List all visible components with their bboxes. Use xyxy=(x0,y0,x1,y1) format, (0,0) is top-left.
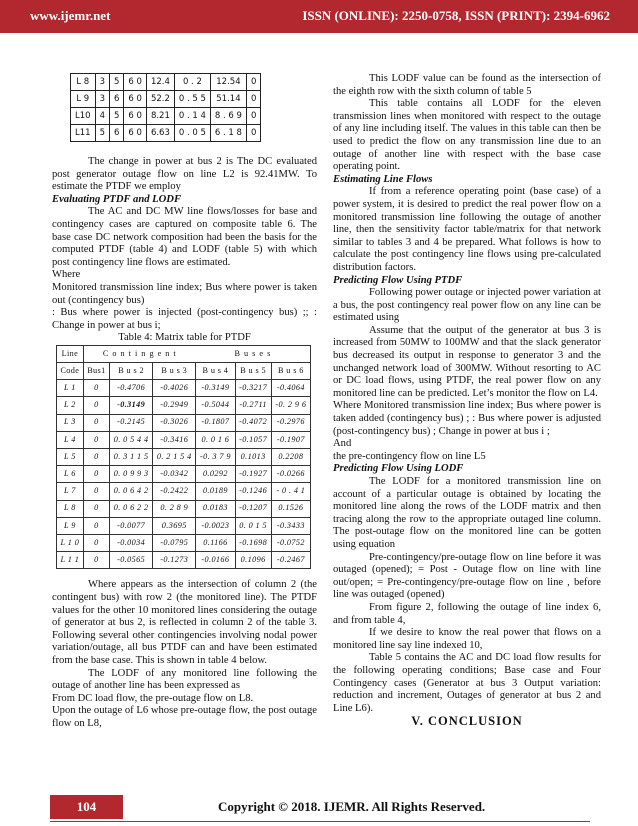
table-cell: 51.14 xyxy=(210,91,246,108)
left-column xyxy=(52,73,317,730)
table-cell: 0. 0 9 9 3 xyxy=(110,466,153,483)
table-cell: 0 . 0 5 xyxy=(174,125,210,142)
paragraph: Upon the outage of L6 whose pre-outage flow, the post outage flow on L8, xyxy=(52,705,317,729)
table-row xyxy=(71,74,261,91)
table-cell: 0.1096 xyxy=(235,552,271,569)
table-cell: -0. 2 9 6 xyxy=(271,397,310,414)
table-cell: 0 xyxy=(83,500,109,517)
table-header-cell: Code xyxy=(57,363,84,380)
table-cell: 8 . 6 9 xyxy=(210,108,246,125)
footer-rule xyxy=(50,821,590,822)
table-row xyxy=(57,517,311,534)
table-cell: L 1 1 xyxy=(57,552,84,569)
table-cell: -0.0342 xyxy=(153,466,196,483)
table-cell: 5 xyxy=(109,108,123,125)
table-cell: -0.0795 xyxy=(153,534,196,551)
table-cell: -0.4026 xyxy=(153,380,196,397)
table-row xyxy=(57,466,311,483)
table-cell: -0.3433 xyxy=(271,517,310,534)
table-cell: -0.1057 xyxy=(235,431,271,448)
issn-label: ISSN (ONLINE): 2250-0758, ISSN (PRINT): 2394-6962 xyxy=(302,8,610,23)
table-row xyxy=(57,414,311,431)
table-cell: 0 xyxy=(246,108,260,125)
table-cell: 6 . 1 8 xyxy=(210,125,246,142)
table-header-cell: B u s 3 xyxy=(153,363,196,380)
table-cell: L 7 xyxy=(57,483,84,500)
table-cell: L 3 xyxy=(57,414,84,431)
table-cell: 5 xyxy=(95,125,109,142)
table-cell: 0.1526 xyxy=(271,500,310,517)
table-cell: 12.4 xyxy=(146,74,174,91)
paragraph: And xyxy=(333,438,352,450)
table-header-cell: B u s 2 xyxy=(110,363,153,380)
paragraph: The LODF for a monitored transmission line on account of a particular outage is obtained by locating the monitored line along the rows of the LODF matrix and then tracing along the row to the appropriate outaged line column. The post-outage flow on the monitored line can be gotten using equation xyxy=(333,476,601,550)
table-cell: 0. 3 1 1 5 xyxy=(110,449,153,466)
table-header-cell: Bus1 xyxy=(83,363,109,380)
table-cell: -0.3026 xyxy=(153,414,196,431)
table-cell: -0.0565 xyxy=(110,552,153,569)
table-cell: -0.2949 xyxy=(153,397,196,414)
table-cell: 0.2208 xyxy=(271,449,310,466)
paragraph: From figure 2, following the outage of line index 6, and from table 4, xyxy=(333,601,601,626)
table-cell: 12.54 xyxy=(210,74,246,91)
table-row xyxy=(57,380,311,397)
table-row xyxy=(71,125,261,142)
table-cell: L10 xyxy=(71,108,96,125)
table-cell: -0. 3 7 9 xyxy=(196,449,235,466)
paragraph: : Bus where power is injected (post-contingency bus) ;; : Change in power at bus i; xyxy=(52,307,317,331)
table-cell: 0 . 2 xyxy=(174,74,210,91)
table-cell: -0.3149 xyxy=(110,397,153,414)
table-cell: 0 xyxy=(83,534,109,551)
section-heading: Predicting Flow Using LODF xyxy=(333,463,464,475)
table-cell: -0.5044 xyxy=(196,397,235,414)
table-cell: L 9 xyxy=(71,91,96,108)
table-cell: 0 xyxy=(83,431,109,448)
table-cell: -0.1927 xyxy=(235,466,271,483)
paragraph: If we desire to know the real power that flows on a monitored line say line indexed 10, xyxy=(333,627,601,651)
table-cell: 0 xyxy=(246,74,260,91)
table-cell: 6 0 xyxy=(124,125,147,142)
table-cell: 4 xyxy=(95,108,109,125)
table-cell: L 6 xyxy=(57,466,84,483)
paragraph: The change in power at bus 2 is The DC evaluated post generator outage flow on line L2 is 92.41MW. To estimate the PTDF we employ xyxy=(52,156,317,193)
table-cell: -0.0034 xyxy=(110,534,153,551)
table-cell: L 8 xyxy=(57,500,84,517)
table-cell: -0.0023 xyxy=(196,517,235,534)
right-column xyxy=(333,73,601,728)
section-heading: Predicting Flow Using PTDF xyxy=(333,274,463,286)
journal-website[interactable]: www.ijemr.net xyxy=(30,8,111,23)
table-cell: -0.2422 xyxy=(153,483,196,500)
page-header xyxy=(0,0,638,33)
table-cell: -0.4064 xyxy=(271,380,310,397)
table-row xyxy=(57,483,311,500)
table-cell: -0.3149 xyxy=(196,380,235,397)
table-cell: 0 xyxy=(83,414,109,431)
copyright-text: Copyright © 2018. IJEMR. All Rights Reserved. xyxy=(218,799,486,814)
table-cell: 0 . 5 5 xyxy=(174,91,210,108)
table-cell: L 4 xyxy=(57,431,84,448)
table-cell: 0. 0 5 4 4 xyxy=(110,431,153,448)
table-cell: 0. 2 8 9 xyxy=(153,500,196,517)
table-cell: -0.1907 xyxy=(271,431,310,448)
table-cell: L 8 xyxy=(71,74,96,91)
table-cell: L 2 xyxy=(57,397,84,414)
paragraph: Following power outage or injected power variation at a bus, the post contingency real power flow on any line can be estimated using xyxy=(333,287,601,324)
ptdf-table xyxy=(56,345,311,569)
paragraph: the pre-contingency flow on line L5 xyxy=(333,450,486,462)
table-cell: 0. 0 6 4 2 xyxy=(110,483,153,500)
table-cell: L 5 xyxy=(57,449,84,466)
table-cell: -0.2711 xyxy=(235,397,271,414)
paragraph: The AC and DC MW line flows/losses for base and contingency cases are captured on composite table 6. The base case DC network composition had been the basis for the computed PTDF (table 4) and LODF (table 5) with which post contingency line flows are estimated. xyxy=(52,206,317,268)
table-header-cell: B u s 6 xyxy=(271,363,310,380)
table-cell: -0.0166 xyxy=(196,552,235,569)
table-cell: 0 xyxy=(83,483,109,500)
table-cell: -0.4072 xyxy=(235,414,271,431)
table-cell: 0.1013 xyxy=(235,449,271,466)
table-cell: 8.21 xyxy=(146,108,174,125)
table-cell: -0.0077 xyxy=(110,517,153,534)
table-cell: 0. 0 6 2 2 xyxy=(110,500,153,517)
paragraph: Where xyxy=(52,269,81,281)
table-header-cell: B u s 5 xyxy=(235,363,271,380)
section-heading: Evaluating PTDF and LODF xyxy=(52,193,182,205)
table-cell: 0. 0 1 6 xyxy=(196,431,235,448)
paragraph: Where Monitored transmission line index; Bus where power is taken added (contingency bus) ; : Bus where power is adjusted (post-contingency bus) ; Change in power at bus i ; xyxy=(333,400,601,437)
table-row xyxy=(57,500,311,517)
paragraph: Where appears as the intersection of column 2 (the contingent bus) with row 2 (the monitored line). The PTDF values for the other 10 monitored lines considering the outage of generator at bus 2, is reflected in column 2 of the table 3. Following several other contingencies involving nodal power variation/outage, all bus PTDF can and have been estimated from the base case. This is shown in table 4 below. xyxy=(52,579,317,666)
table-cell: 0 xyxy=(83,449,109,466)
table-row xyxy=(57,552,311,569)
paragraph: From DC load flow, the pre-outage flow on L8. xyxy=(52,692,254,704)
section-heading: Estimating Line Flows xyxy=(333,173,433,185)
table-cell: L 1 xyxy=(57,380,84,397)
table-cell: 3 xyxy=(95,74,109,91)
table-cell: -0.2467 xyxy=(271,552,310,569)
table-cell: 0 xyxy=(246,91,260,108)
table-row xyxy=(57,397,311,414)
table-cell: 52.2 xyxy=(146,91,174,108)
table-cell: 6 0 xyxy=(124,108,147,125)
table-cell: 6 xyxy=(109,125,123,142)
section-heading-conclusion: V. CONCLUSION xyxy=(411,714,523,729)
table-cell: 0.3695 xyxy=(153,517,196,534)
table-header-row xyxy=(57,345,311,362)
table-header-cell: B u s e s xyxy=(196,345,311,362)
table-cell: 0.0189 xyxy=(196,483,235,500)
table-cell: -0.3416 xyxy=(153,431,196,448)
table-cell: -0.1207 xyxy=(235,500,271,517)
table-row xyxy=(71,91,261,108)
table-row xyxy=(57,534,311,551)
paragraph: This table contains all LODF for the eleven transmission lines when monitored with respect to the outage of any line including itself. The values in this table can then be used to predict the flow on any transmission line due to an outage of another line with respect with the base case operating point. xyxy=(333,98,601,173)
paragraph: Table 5 contains the AC and DC load flow results for the following operating conditions; Base case and Four Contingency cases (Generator at bus 3 Output variation: reduction and increment, Outages of generator at bus 2 and Line L6). xyxy=(333,652,601,714)
table-cell: 3 xyxy=(95,91,109,108)
table-cell: 0 xyxy=(83,466,109,483)
table-cell: 6.63 xyxy=(146,125,174,142)
table-row xyxy=(57,431,311,448)
table-cell: -0.4706 xyxy=(110,380,153,397)
table-cell: 0 xyxy=(246,125,260,142)
table-cell: 6 0 xyxy=(124,91,147,108)
table-cell: 0 xyxy=(83,552,109,569)
table-cell: -0.0752 xyxy=(271,534,310,551)
table-cell: 0.0183 xyxy=(196,500,235,517)
table-cell: 0. 0 1 5 xyxy=(235,517,271,534)
table-header-cell: C o n t i n g e n t xyxy=(83,345,196,362)
table-header-row xyxy=(57,363,311,380)
table-cell: -0.2976 xyxy=(271,414,310,431)
table-caption: Table 4: Matrix table for PTDF xyxy=(118,332,251,344)
paragraph: Monitored transmission line index; Bus where power is taken out (contingency bus) xyxy=(52,281,317,306)
table-cell: -0.1246 xyxy=(235,483,271,500)
paragraph: The LODF of any monitored line following the outage of another line has been expressed as xyxy=(52,667,317,692)
table-cell: 0 . 1 4 xyxy=(174,108,210,125)
table-cell: 0. 2 1 5 4 xyxy=(153,449,196,466)
table-cell: 0.0292 xyxy=(196,466,235,483)
page-number: 104 xyxy=(50,795,123,819)
top-table xyxy=(70,73,261,142)
table-cell: L 1 0 xyxy=(57,534,84,551)
table-cell: 0 xyxy=(83,397,109,414)
paragraph: Assume that the output of the generator at bus 3 is increased from 50MW to 100MW and that the slack generator bus decreased its output in response to generator 3 and the unchanged network load of 300MW. Without resorting to AC or DC load flows, using PTDF, the real power flow on any monitored line can be predicted. Let’s monitor the flow on L4. xyxy=(333,324,601,399)
table-row xyxy=(57,449,311,466)
table-header-cell: Line xyxy=(57,345,84,362)
table-row xyxy=(71,108,261,125)
table-cell: L11 xyxy=(71,125,96,142)
table-cell: -0.3217 xyxy=(235,380,271,397)
table-cell: -0.1273 xyxy=(153,552,196,569)
table-header-cell: B u s 4 xyxy=(196,363,235,380)
table-cell: - 0 . 4 1 xyxy=(271,483,310,500)
paragraph: This LODF value can be found as the intersection of the eighth row with the sixth column of table 5 xyxy=(333,73,601,97)
table-cell: 0 xyxy=(83,380,109,397)
paragraph: If from a reference operating point (base case) of a power system, it is desired to predict the real power flow on a monitored transmission line following the outage of another line, then the sensitivity factor table/matrix for that network similar to tables 3 and 4 be prepared. What follows is how to calculate the post contingency line flows using pre-calculated distribution factors. xyxy=(333,186,601,273)
table-cell: L 9 xyxy=(57,517,84,534)
table-cell: 0 xyxy=(83,517,109,534)
table-cell: -0.1807 xyxy=(196,414,235,431)
paragraph: Pre-contingency/pre-outage flow on line before it was outaged (opened); = Post - Outage flow on line with line out/open; = Pre-contingency/pre-outage flow on line , before line was outaged (opened) xyxy=(333,551,601,601)
table-cell: -0.1698 xyxy=(235,534,271,551)
table-cell: 0.1166 xyxy=(196,534,235,551)
table-cell: 5 xyxy=(109,74,123,91)
table-cell: 6 0 xyxy=(124,74,147,91)
table-cell: 6 xyxy=(109,91,123,108)
table-cell: -0.2145 xyxy=(110,414,153,431)
table-cell: -0.0266 xyxy=(271,466,310,483)
page-footer xyxy=(0,795,638,826)
